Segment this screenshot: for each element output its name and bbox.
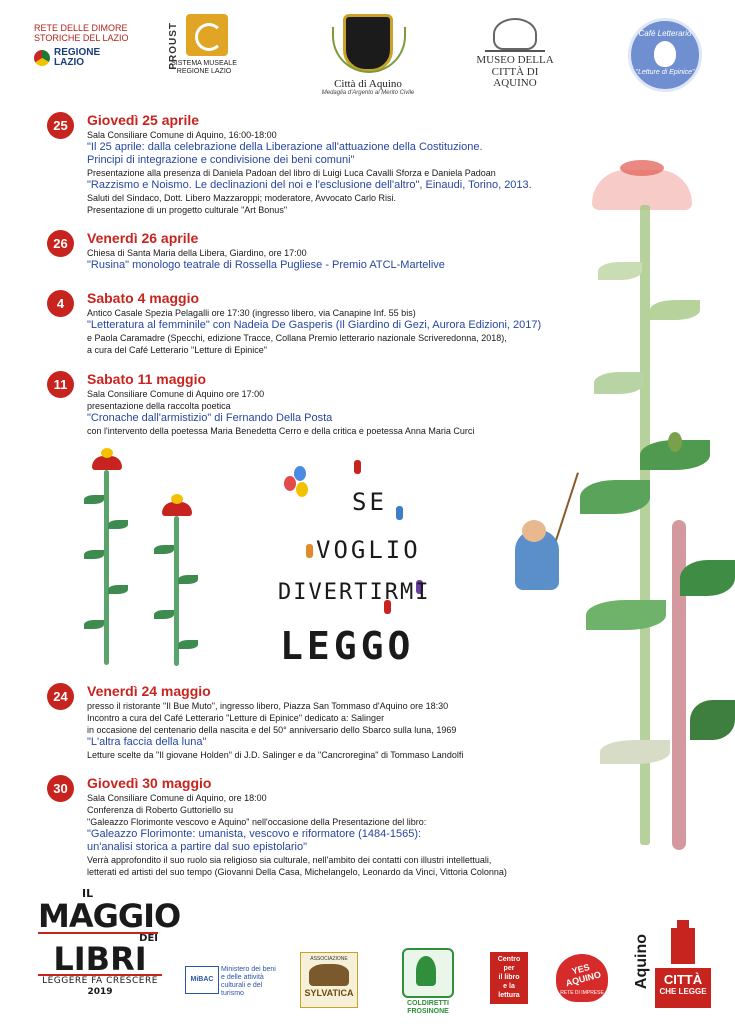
- proust-logo: [168, 14, 240, 75]
- event-line: presentazione della raccolta poetica: [87, 401, 231, 411]
- maggio-word: MAGGIO: [38, 897, 181, 935]
- flower-icon: [92, 456, 122, 470]
- event-line: "Letteratura al femminile" con Nadeia De Gasperis (Il Giardino di Gezi, Aurora Edizioni, 2017): [87, 319, 542, 331]
- event-title: Giovedì 25 aprile: [87, 112, 200, 128]
- centro-l4: e la: [503, 983, 515, 990]
- event-line: Saluti del Sindaco, Dott. Libero Mazzaroppi; moderatore, Avvocato Carlo Risi.: [87, 193, 396, 203]
- cafe-bottom: "Letture di Epinice": [635, 69, 695, 76]
- art-line-voglio: VOGLIO: [316, 536, 421, 564]
- citta-sub: Medaglia d'Argento al Merito Civile: [321, 90, 415, 96]
- event-line: Presentazione di un progetto culturale "Art Bonus": [87, 205, 288, 215]
- event-line: "Galeazzo Florimonte: umanista, vescovo e riformatore (1484-1565):: [87, 828, 422, 840]
- sylvatica-logo: [300, 952, 358, 1008]
- event-line: Principi di integrazione e condivisione dei beni comuni": [87, 154, 355, 166]
- centro-libro-lettura-logo: [490, 952, 528, 1004]
- coldiretti-logo: [400, 948, 456, 1016]
- event-line: a cura del Café Letterario "Letture di Epinice": [87, 345, 267, 355]
- proust-word: PROUST: [168, 22, 179, 70]
- mibac-mark: MiBAC: [185, 966, 219, 994]
- event-4-maggio: [47, 290, 607, 356]
- event-line: presso il ristorante "Il Bue Muto", ingresso libero, Piazza San Tommaso d'Aquino ore 18:30: [87, 701, 449, 711]
- citta-di-aquino-logo: [318, 14, 418, 96]
- museo-line2: CITTÀ DI AQUINO: [491, 65, 539, 90]
- lazio-label: LAZIO: [54, 56, 84, 68]
- art-line-se: SE: [352, 488, 387, 516]
- museo-line1: MUSEO DELLA: [476, 54, 554, 66]
- date-badge: 11: [47, 371, 74, 398]
- event-line: un'analisi storica a partire dal suo epistolario": [87, 841, 308, 853]
- coldiretti-line1: COLDIRETTI: [407, 1000, 449, 1007]
- cafe-letterario-logo: [628, 18, 702, 92]
- event-line: Verrà approfondito il suo ruolo sia religioso sia culturale, nell'ambito dei contatti con illustri intellettuali,: [87, 855, 492, 865]
- crest-icon: [343, 14, 393, 72]
- balloon-icon: [296, 482, 308, 497]
- event-line: "L'altra faccia della luna": [87, 736, 207, 748]
- event-24-maggio: [47, 683, 607, 761]
- art-line-divertirmi: DIVERTIRMI: [278, 580, 431, 605]
- maggio-dei: DEI: [38, 932, 158, 944]
- event-25-aprile: [47, 112, 607, 216]
- proust-spiral-icon: [186, 14, 228, 56]
- cafe-top: Café Letterario: [638, 29, 692, 38]
- balloon-icon: [284, 476, 296, 491]
- date-badge: 25: [47, 112, 74, 139]
- event-line: e Paola Caramadre (Specchi, edizione Tracce, Collana Premio letterario nazionale Scriveredonna, 2018),: [87, 333, 507, 343]
- maggio-il: IL: [82, 887, 94, 900]
- yes-aquino-logo: [552, 950, 612, 1006]
- event-title: Sabato 4 maggio: [87, 290, 200, 306]
- big-flower-icon: [592, 170, 692, 210]
- regione-lazio-icon: [34, 50, 50, 66]
- bug-icon: [668, 432, 682, 452]
- event-line: Presentazione alla presenza di Daniela Padoan del libro di Luigi Luca Cavalli Sforza e Daniela Padoan: [87, 168, 496, 178]
- rete-dimore-storiche-logo: [34, 24, 134, 68]
- maggio-slogan: LEGGERE FA CRESCERE: [38, 974, 162, 987]
- cafe-face-icon: [654, 41, 676, 67]
- event-line: Letture scelte da "Il giovane Holden" di J.D. Salinger e da "Cancroregina" di Tommaso Landolfi: [87, 750, 464, 760]
- balloon-icon: [294, 466, 306, 481]
- date-badge: 24: [47, 683, 74, 710]
- museo-press-icon: [485, 14, 545, 52]
- event-line: Chiesa di Santa Maria della Libera, Giardino, ore 17:00: [87, 248, 307, 258]
- museo-logo: [470, 14, 560, 90]
- flower-icon: [162, 502, 192, 516]
- event-26-aprile: [47, 230, 607, 272]
- aquino-citta-che-legge-logo: [633, 928, 713, 1010]
- date-badge: 4: [47, 290, 74, 317]
- maggio-dei-libri-logo: [38, 887, 181, 997]
- proust-sub2: REGIONE LAZIO: [176, 67, 232, 75]
- event-line: "Razzismo e Noismo. Le declinazioni del noi e l'esclusione dell'altro", Einaudi, Torino, 2013.: [87, 179, 532, 191]
- mibac-text: Ministero dei beni e delle attività culturali e del turismo: [221, 966, 276, 997]
- event-line: Sala Consiliare Comune di Aquino ore 17:00: [87, 389, 265, 399]
- figure-icon: [306, 544, 313, 558]
- event-line: Sala Consiliare Comune di Aquino, 16:00-18:00: [87, 130, 277, 140]
- art-line-leggo: LEGGO: [280, 624, 415, 668]
- event-30-maggio: [47, 775, 607, 878]
- centro-l3: il libro: [498, 974, 520, 981]
- event-line: "Galeazzo Florimonte vescovo e Aquino" nell'occasione della Presentazione del libro:: [87, 817, 427, 827]
- event-title: Venerdì 24 maggio: [87, 683, 211, 699]
- date-badge: 26: [47, 230, 74, 257]
- event-line: "Il 25 aprile: dalla celebrazione della Liberazione all'attuazione della Costituzione.: [87, 141, 483, 153]
- maggio-year: 2019: [87, 987, 113, 997]
- coldiretti-icon: [402, 948, 454, 998]
- rete-line2: STORICHE DEL LAZIO: [34, 32, 129, 43]
- event-line: "Rusina" monologo teatrale di Rossella Pugliese - Premio ATCL-Martelive: [87, 259, 445, 271]
- yes-sub: RETE DI IMPRESE: [560, 990, 604, 996]
- wolf-icon: [309, 964, 349, 986]
- se-voglio-divertirmi-leggo-artwork: [266, 452, 466, 674]
- regione-label: REGIONE: [54, 46, 101, 58]
- figure-icon: [396, 506, 403, 520]
- date-badge: 30: [47, 775, 74, 802]
- event-line: Conferenza di Roberto Guttoriello su: [87, 805, 234, 815]
- centro-l5: lettura: [498, 992, 520, 999]
- aquino-citta: CITTÀ: [663, 972, 703, 987]
- yes-main: YES AQUINO: [564, 962, 602, 989]
- event-line: Sala Consiliare Comune di Aquino, ore 18:00: [87, 793, 267, 803]
- event-line: Antico Casale Spezia Pelagalli ore 17:30 (ingresso libero, via Canapine Inf. 55 bis): [87, 308, 416, 318]
- sylvatica-top: ASSOCIAZIONE: [310, 956, 348, 962]
- centro-l2: per: [503, 965, 515, 972]
- citta-name: Città di Aquino: [334, 78, 402, 90]
- event-line: con l'intervento della poetessa Maria Benedetta Cerro e della critica e poetessa Anna Maria Curci: [87, 426, 475, 436]
- event-line: in occasione del centenario della nascita e del 50° anniversario dello Sbarco sulla luna, 1969: [87, 725, 457, 735]
- sylvatica-name: SYLVATICA: [304, 988, 354, 998]
- centro-l1: Centro: [497, 956, 521, 963]
- coldiretti-line2: FROSINONE: [407, 1008, 449, 1015]
- event-11-maggio: [47, 371, 607, 437]
- proust-sub1: SISTEMA MUSEALE: [171, 60, 237, 67]
- event-title: Venerdì 26 aprile: [87, 230, 199, 246]
- tower-icon: [671, 928, 695, 964]
- event-line: letterati ed artisti del suo tempo (Giovanni Della Casa, Michelangelo, Leonardo da Vinci, Vittoria Colonna): [87, 867, 507, 877]
- aquino-legge: CHE LEGGE: [659, 987, 707, 996]
- rete-line1: RETE DELLE DIMORE: [34, 23, 128, 33]
- aquino-vertical: Aquino: [633, 934, 650, 990]
- maggio-libri: LIBRI: [53, 940, 147, 978]
- event-line: "Cronache dall'armistizio" di Fernando Della Posta: [87, 412, 333, 424]
- figure-icon: [354, 460, 361, 474]
- event-title: Giovedì 30 maggio: [87, 775, 212, 791]
- regione-lazio-mark: [34, 48, 134, 68]
- event-title: Sabato 11 maggio: [87, 371, 207, 387]
- event-line: Incontro a cura del Café Letterario "Letture di Epinice" dedicato a: Salinger: [87, 713, 385, 723]
